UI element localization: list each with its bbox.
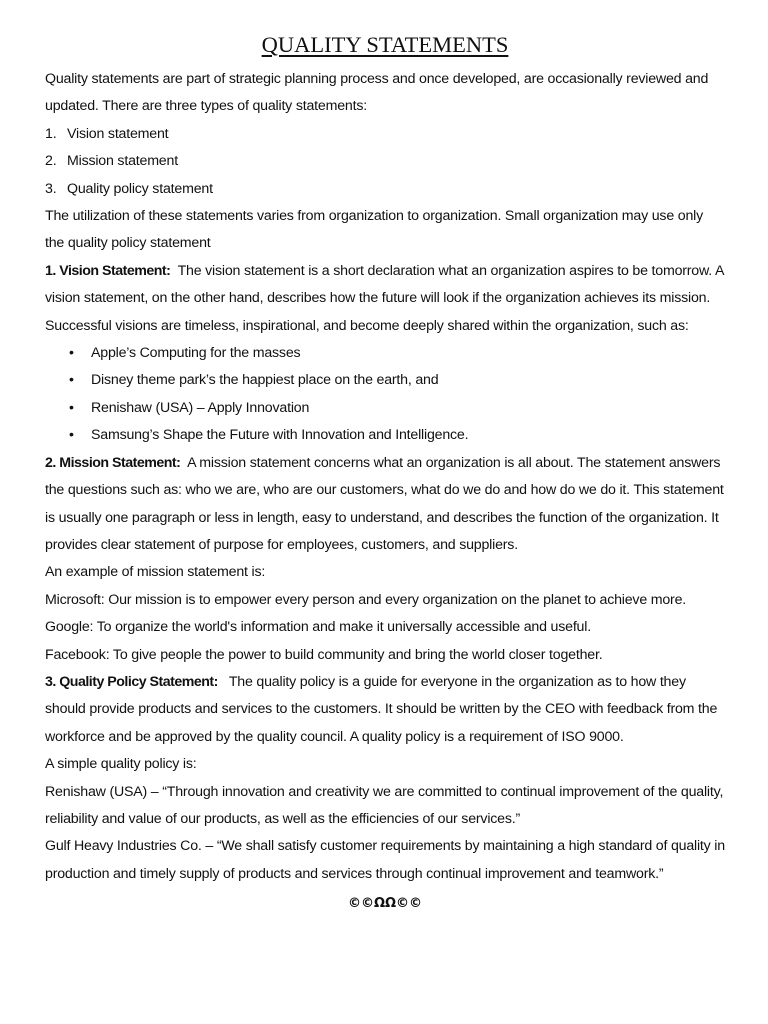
list-item-text: Samsung’s Shape the Future with Innovation and Intelligence.	[91, 427, 469, 444]
list-number: 2.	[45, 153, 57, 170]
policy-example: Gulf Heavy Industries Co. – “We shall satisfy customer requirements by maintaining a high standard of quality in production and timely supply of products and services through continual improvement and teamwork.”	[45, 838, 725, 882]
vision-successful-paragraph: Successful visions are timeless, inspirational, and become deeply shared within the organization, such as:	[45, 317, 689, 334]
list-item-label: Mission statement	[67, 153, 178, 170]
list-item	[45, 148, 725, 175]
bullet-icon: •	[69, 427, 74, 444]
vision-text: The vision statement is a short declaration what an organization aspires to be tomorrow. A vision statement, on the other hand, describes how the future will look if the organization achieves its mission.	[45, 262, 724, 307]
policy-heading: 3. Quality Policy Statement:	[45, 673, 218, 690]
page-title: QUALITY STATEMENTS	[261, 32, 509, 57]
mission-heading: 2. Mission Statement:	[45, 454, 181, 471]
mission-example: Microsoft: Our mission is to empower every person and every organization on the planet to achieve more.	[45, 591, 687, 608]
list-item	[45, 121, 725, 148]
policy-example-intro: A simple quality policy is:	[45, 756, 197, 773]
ornament-divider: ©©ΩΩ©©	[347, 896, 423, 912]
policy-text: The quality policy is a guide for everyone in the organization as to how they should provide products and services to the customers. It should be written by the CEO with feedback from the workforce and be approved by the quality council. A quality policy is a requirement of ISO 9000.	[45, 673, 718, 745]
mission-section	[45, 450, 725, 560]
list-number: 1.	[45, 125, 57, 142]
document-page	[45, 28, 725, 918]
list-item	[69, 422, 725, 449]
utilization-paragraph: The utilization of these statements varies from organization to organization. Small organization may use only the quality policy statement	[45, 208, 703, 252]
list-item-text: Disney theme park’s the happiest place on the earth, and	[91, 372, 439, 389]
bullet-icon: •	[69, 399, 74, 416]
vision-section	[45, 258, 725, 313]
list-item-text: Renishaw (USA) – Apply Innovation	[91, 399, 310, 416]
mission-text: A mission statement concerns what an organization is all about. The statement answers the questions such as: who we are, who are our customers, what do we do and how do we do it. This statement is usually one paragraph or less in length, easy to understand, and describes the function of the organization. It provides clear statement of purpose for employees, customers, and suppliers.	[45, 454, 724, 553]
list-item-text: Apple’s Computing for the masses	[91, 345, 301, 362]
vision-heading: 1. Vision Statement:	[45, 262, 171, 279]
list-item	[69, 340, 725, 367]
list-item-label: Quality policy statement	[67, 180, 213, 197]
list-number: 3.	[45, 180, 57, 197]
mission-example: Facebook: To give people the power to build community and bring the world closer together.	[45, 646, 603, 663]
policy-example: Renishaw (USA) – “Through innovation and creativity we are committed to continual improvement of the quality, reliability and value of our products, as well as the efficiencies of our services.”	[45, 783, 724, 827]
list-item	[45, 176, 725, 203]
bullet-icon: •	[69, 345, 74, 362]
bullet-icon: •	[69, 372, 74, 389]
list-item-label: Vision statement	[67, 125, 169, 142]
intro-paragraph: Quality statements are part of strategic planning process and once developed, are occasionally reviewed and updated. There are three types of quality statements:	[45, 71, 709, 115]
vision-examples-list	[45, 340, 725, 450]
policy-section	[45, 669, 725, 751]
statement-types-list	[45, 121, 725, 203]
list-item	[69, 395, 725, 422]
mission-example-intro: An example of mission statement is:	[45, 564, 266, 581]
mission-example: Google: To organize the world's information and make it universally accessible and useful.	[45, 619, 591, 636]
list-item	[69, 367, 725, 394]
